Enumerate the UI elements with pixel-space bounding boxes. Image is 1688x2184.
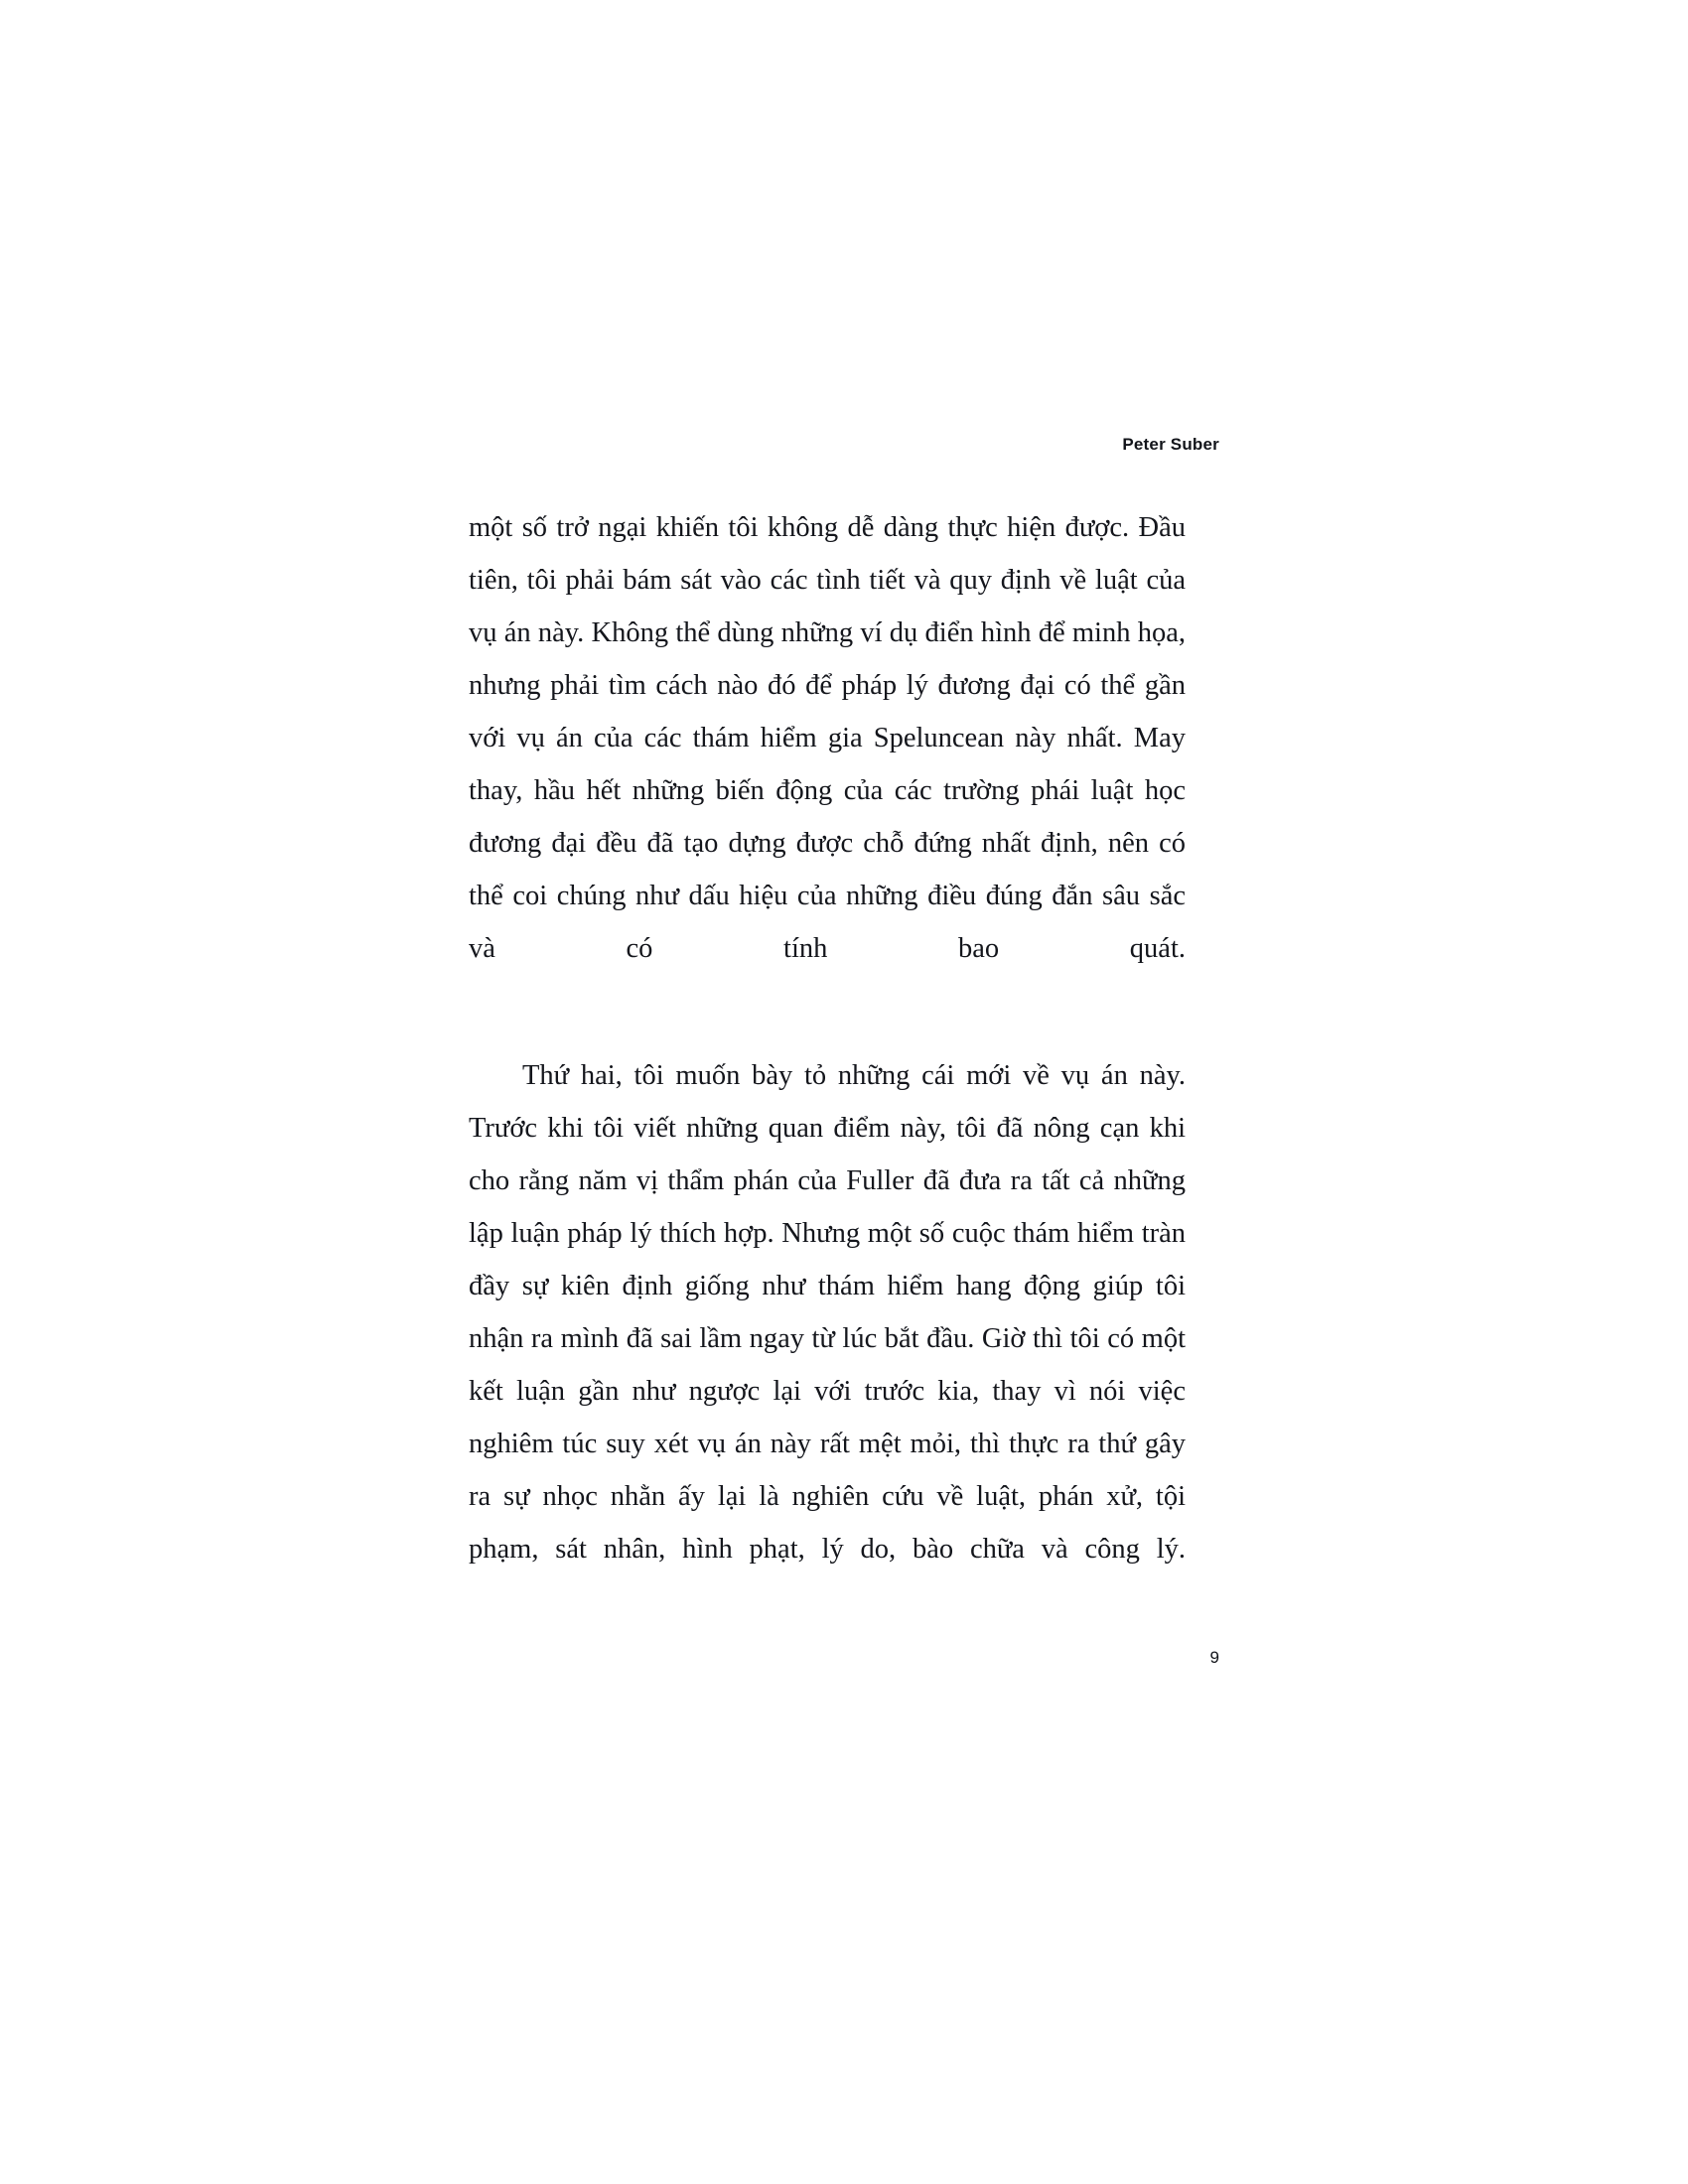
body-paragraph-2: Thứ hai, tôi muốn bày tỏ những cái mới về vụ án này. Trước khi tôi viết những quan điểm này, tôi đã nông cạn khi cho rằng năm vị thẩm phán của Fuller đã đưa ra tất cả những lập luận pháp lý thích hợp. Nhưng một số cuộc thám hiểm tràn đầy sự kiên định giống như thám hiểm hang động giúp tôi nhận ra mình đã sai lầm ngay từ lúc bắt đầu. Giờ thì tôi có một kết luận gần như ngược lại với trước kia, thay vì nói việc nghiêm túc suy xét vụ án này rất mệt mỏi, thì thực ra thứ gây ra sự nhọc nhằn ấy lại là nghiên cứu về luật, phán xử, tội phạm, sát nhân, hình phạt, lý do, bào chữa và công lý. [469,1060,1186,1565]
body-paragraph-1: một số trở ngại khiến tôi không dễ dàng thực hiện được. Đầu tiên, tôi phải bám sát vào các tình tiết và quy định về luật của vụ án này. Không thể dùng những ví dụ điển hình để minh họa, nhưng phải tìm cách nào đó để pháp lý đương đại có thể gần với vụ án của các thám hiểm gia Speluncean này nhất. May thay, hầu hết những biến động của các trường phái luật học đương đại đều đã tạo dựng được chỗ đứng nhất định, nên có thể coi chúng như dấu hiệu của những điều đúng đắn sâu sắc và có tính bao quát. [469,512,1186,964]
page-number: 9 [1209,1648,1219,1667]
body-text-column [469,501,1186,1628]
running-head-author: Peter Suber [1122,435,1219,454]
